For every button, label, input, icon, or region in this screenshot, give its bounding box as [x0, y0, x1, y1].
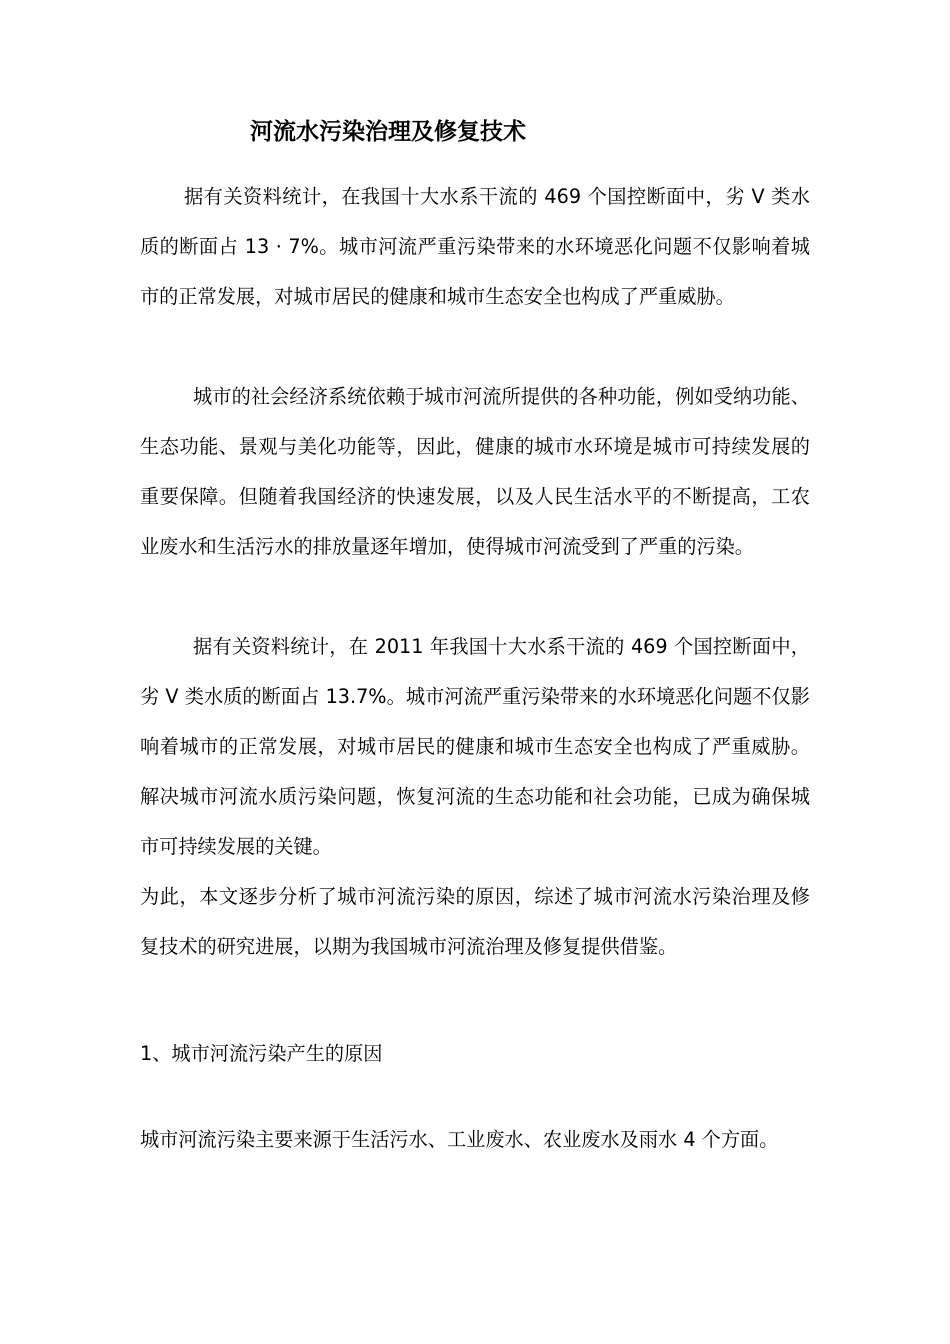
section-paragraph: 城市河流污染主要来源于生活污水、工业废水、农业废水及雨水 4 个方面。: [140, 1128, 779, 1151]
paragraph-4: 为此，本文逐步分析了城市河流污染的原因，综述了城市河流水污染治理及修复技术的研究进展，以期为我国城市河流治理及修复提供借鉴。: [140, 885, 810, 958]
document-title: 河流水污染治理及修复技术: [250, 119, 526, 145]
paragraph-1: 据有关资料统计，在我国十大水系干流的 469 个国控断面中，劣 V 类水质的断面占 13 · 7%。城市河流严重污染带来的水环境恶化问题不仅影响着城市的正常发展，对城市居民的健康和城市生态安全也构成了严重威胁。: [140, 185, 810, 308]
paragraph-3: 据有关资料统计，在 2011 年我国十大水系干流的 469 个国控断面中，劣 V 类水质的断面占 13.7%。城市河流严重污染带来的水环境恶化问题不仅影响着城市的正常发展，对城市居民的健康和城市生态安全也构成了严重威胁。解决城市河流水质污染问题，恢复河流的生态功能和社会功能，已成为确保城市可持续发展的关键。: [140, 635, 810, 858]
section-heading: 1、城市河流污染产生的原因: [140, 1042, 383, 1065]
paragraph-2: 城市的社会经济系统依赖于城市河流所提供的各种功能，例如受纳功能、生态功能、景观与美化功能等，因此，健康的城市水环境是城市可持续发展的重要保障。但随着我国经济的快速发展，以及人民生活水平的不断提高，工农业废水和生活污水的排放量逐年增加，使得城市河流受到了严重的污染。: [140, 385, 810, 558]
